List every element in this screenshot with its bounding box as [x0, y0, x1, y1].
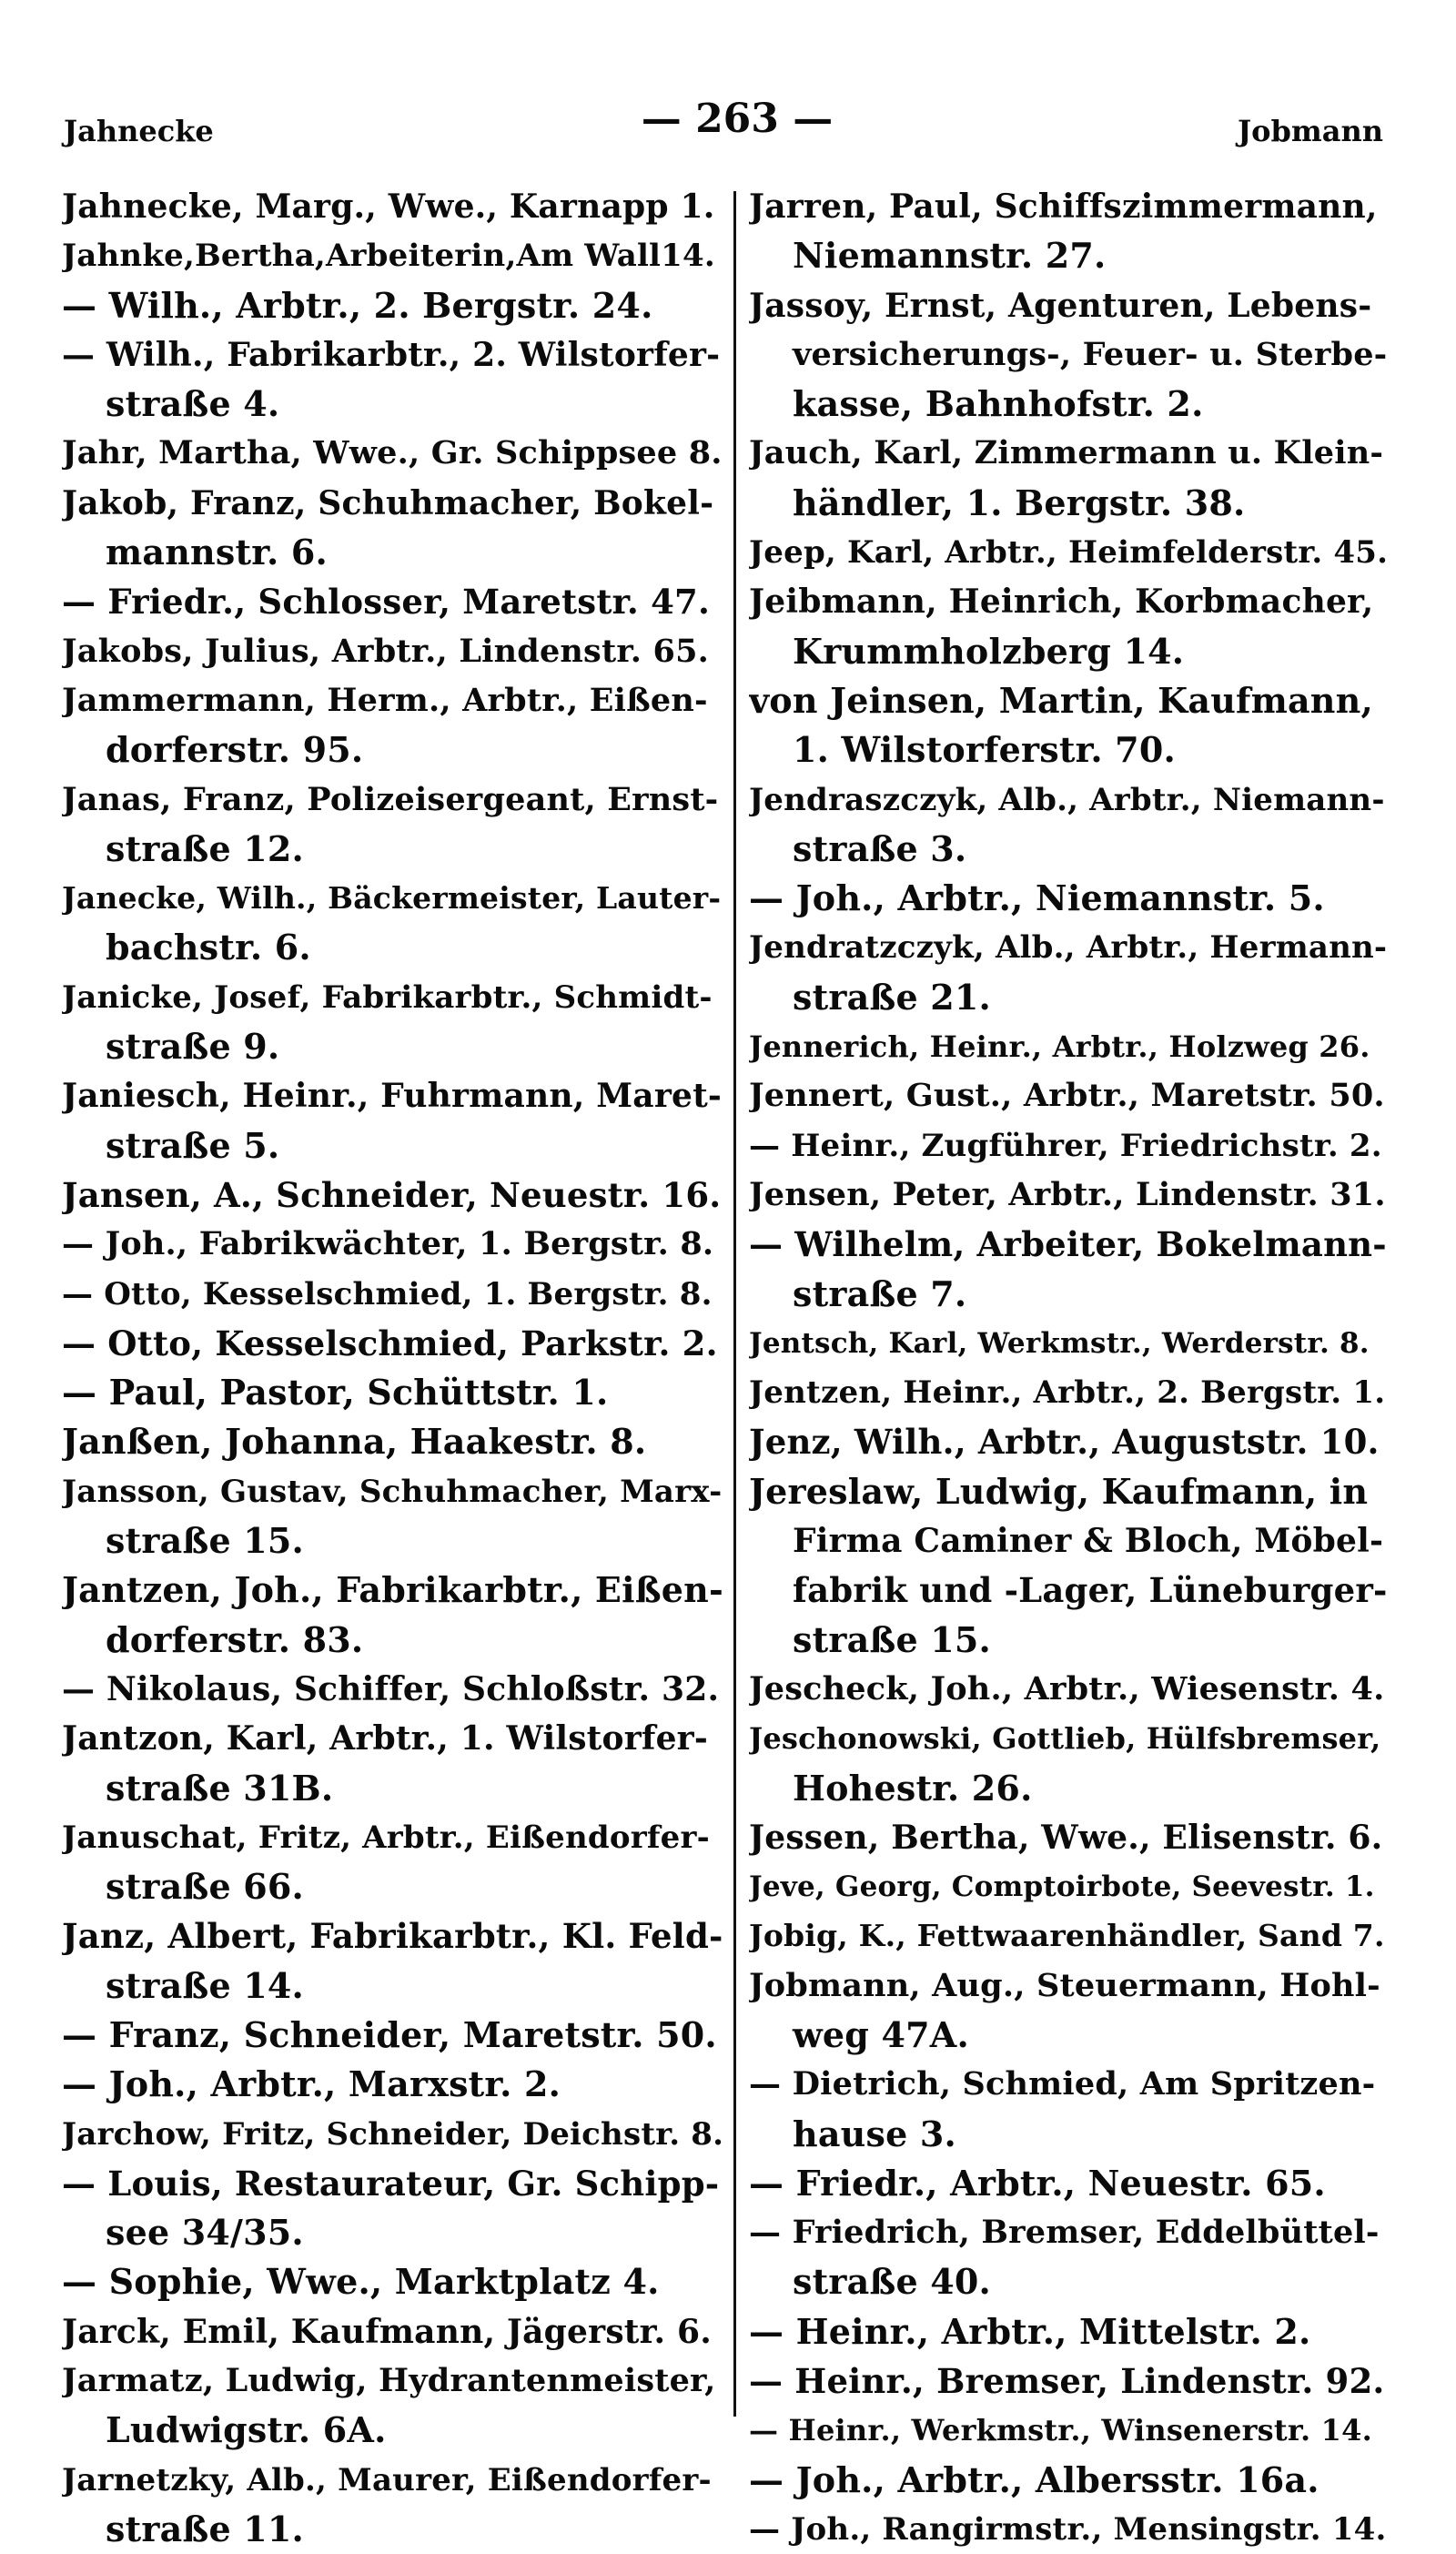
directory-line: Jammermann, Herm., Arbtr., Eißen-: [62, 681, 708, 719]
directory-line: Ludwigstr. 6A.: [106, 2409, 387, 2451]
directory-line: — Wilhelm, Arbeiter, Bokelmann-: [749, 1224, 1387, 1265]
directory-line: — Paul, Pastor, Schüttstr. 1.: [62, 1372, 609, 1414]
directory-line: straße 7.: [793, 1272, 967, 1314]
directory-line: Januschat, Fritz, Arbtr., Eißendorfer-: [62, 1819, 710, 1856]
directory-line: — Heinr., Werkmstr., Winsenerstr. 14.: [749, 2413, 1372, 2448]
directory-line: händler, 1. Bergstr. 38.: [793, 481, 1246, 523]
directory-line: straße 31B.: [106, 1767, 334, 1809]
directory-line: straße 40.: [793, 2261, 991, 2303]
directory-line: Jassoy, Ernst, Agenturen, Lebens-: [749, 286, 1372, 325]
directory-line: fabrik und -Lager, Lüneburger-: [793, 1570, 1388, 1611]
directory-line: — Franz, Schneider, Maretstr. 50.: [62, 2013, 717, 2055]
directory-line: Jendratzczyk, Alb., Arbtr., Hermann-: [749, 929, 1388, 967]
directory-line: Hohestr. 26.: [793, 1767, 1033, 1809]
directory-line: Jennerich, Heinr., Arbtr., Holzweg 26.: [749, 1029, 1370, 1065]
directory-line: — Otto, Kesselschmied, Parkstr. 2.: [62, 1323, 718, 1363]
directory-line: weg 47A.: [793, 2013, 969, 2055]
directory-line: Krummholzberg 14.: [793, 630, 1185, 672]
directory-line: Jentzen, Heinr., Arbtr., 2. Bergstr. 1.: [749, 1374, 1386, 1412]
directory-line: Jeibmann, Heinrich, Korbmacher,: [749, 583, 1374, 622]
directory-line: Jarren, Paul, Schiffszimmermann,: [749, 187, 1378, 226]
directory-line: — Wilh., Arbtr., 2. Bergstr. 24.: [62, 284, 653, 326]
directory-line: Jansen, A., Schneider, Neuestr. 16.: [62, 1174, 722, 1215]
directory-line: mannstr. 6.: [106, 532, 328, 573]
directory-line: Janiesch, Heinr., Fuhrmann, Maret-: [62, 1077, 723, 1116]
header-right-keyword: Jobmann: [1238, 114, 1383, 148]
directory-line: straße 3.: [793, 827, 967, 869]
directory-line: Jahnecke, Marg., Wwe., Karnapp 1.: [62, 187, 715, 226]
directory-line: Jeve, Georg, Comptoirbote, Seevestr. 1.: [749, 1870, 1375, 1904]
directory-line: von Jeinsen, Martin, Kaufmann,: [749, 679, 1373, 721]
directory-line: — Joh., Arbtr., Marxstr. 2.: [62, 2063, 561, 2105]
directory-line: dorferstr. 83.: [106, 1618, 364, 1660]
directory-line: Jeschonowski, Gottlieb, Hülfsbremser,: [749, 1721, 1381, 1757]
directory-line: Jennert, Gust., Arbtr., Maretstr. 50.: [749, 1077, 1385, 1115]
directory-line: bachstr. 6.: [106, 927, 311, 968]
directory-line: — Heinr., Arbtr., Mittelstr. 2.: [749, 2310, 1311, 2352]
directory-line: Janßen, Johanna, Haakestr. 8.: [62, 1421, 647, 1463]
directory-line: Jarmatz, Ludwig, Hydrantenmeister,: [62, 2362, 716, 2400]
directory-line: Jeep, Karl, Arbtr., Heimfelderstr. 45.: [749, 534, 1388, 572]
column-divider: [733, 191, 736, 2417]
directory-line: Jenz, Wilh., Arbtr., Auguststr. 10.: [749, 1422, 1380, 1463]
directory-line: — Sophie, Wwe., Marktplatz 4.: [62, 2261, 660, 2303]
directory-line: straße 5.: [106, 1124, 280, 1166]
directory-line: Firma Caminer & Bloch, Möbel-: [793, 1522, 1384, 1561]
directory-line: — Heinr., Bremser, Lindenstr. 92.: [749, 2361, 1385, 2402]
directory-line: Jantzen, Joh., Fabrikarbtr., Eißen-: [62, 1569, 723, 1611]
directory-line: straße 9.: [106, 1026, 280, 1068]
directory-line: Jakob, Franz, Schuhmacher, Bokel-: [62, 483, 714, 522]
directory-line: Niemannstr. 27.: [793, 235, 1107, 277]
directory-line: Jentsch, Karl, Werkmstr., Werderstr. 8.: [749, 1326, 1370, 1360]
directory-line: — Joh., Arbtr., Albersstr. 16a.: [749, 2458, 1320, 2500]
directory-line: Jahnke,Bertha,Arbeiterin,Am Wall14.: [62, 238, 715, 275]
directory-line: Janecke, Wilh., Bäckermeister, Lauter-: [62, 880, 722, 917]
directory-line: Janicke, Josef, Fabrikarbtr., Schmidt-: [62, 978, 713, 1016]
directory-line: straße 4.: [106, 383, 280, 425]
directory-line: — Dietrich, Schmied, Am Spritzen-: [749, 2065, 1376, 2103]
directory-line: — Heinr., Zugführer, Friedrichstr. 2.: [749, 1127, 1382, 1164]
directory-line: straße 15.: [793, 1618, 991, 1660]
directory-line: straße 12.: [106, 827, 304, 869]
directory-line: kasse, Bahnhofstr. 2.: [793, 383, 1204, 425]
directory-line: — Joh., Arbtr., Niemannstr. 5.: [749, 877, 1325, 919]
directory-line: Janas, Franz, Polizeisergeant, Ernst-: [62, 780, 719, 818]
directory-line: 1. Wilstorferstr. 70.: [793, 729, 1176, 771]
directory-line: straße 11.: [106, 2508, 304, 2549]
directory-line: — Friedr., Schlosser, Maretstr. 47.: [62, 582, 711, 623]
directory-line: — Wilh., Fabrikarbtr., 2. Wilstorfer-: [62, 335, 721, 374]
directory-line: Jakobs, Julius, Arbtr., Lindenstr. 65.: [62, 632, 710, 670]
directory-line: Jarchow, Fritz, Schneider, Deichstr. 8.: [62, 2115, 724, 2153]
directory-line: — Friedr., Arbtr., Neuestr. 65.: [749, 2162, 1326, 2204]
directory-line: versicherungs-, Feuer- u. Sterbe-: [793, 335, 1388, 373]
directory-line: — Nikolaus, Schiffer, Schloßstr. 32.: [62, 1669, 720, 1708]
directory-line: Jauch, Karl, Zimmermann u. Klein-: [749, 434, 1384, 472]
directory-line: — Friedrich, Bremser, Eddelbüttel-: [749, 2214, 1380, 2252]
directory-line: see 34/35.: [106, 2212, 304, 2254]
page-number: — 263 —: [641, 96, 834, 142]
header-left-keyword: Jahnecke: [64, 114, 214, 148]
right-column: [749, 182, 1388, 2554]
directory-line: — Otto, Kesselschmied, 1. Bergstr. 8.: [62, 1275, 713, 1312]
directory-line: Jarnetzky, Alb., Maurer, Eißendorfer-: [62, 2461, 712, 2498]
directory-line: straße 21.: [793, 976, 991, 1018]
directory-line: Jansson, Gustav, Schuhmacher, Marx-: [62, 1473, 723, 1510]
directory-line: Jescheck, Joh., Arbtr., Wiesenstr. 4.: [749, 1669, 1385, 1708]
directory-line: Janz, Albert, Fabrikarbtr., Kl. Feld-: [62, 1916, 723, 1957]
directory-line: Jendraszczyk, Alb., Arbtr., Niemann-: [749, 781, 1385, 818]
directory-line: hause 3.: [793, 2113, 956, 2154]
directory-line: — Louis, Restaurateur, Gr. Schipp-: [62, 2163, 720, 2204]
directory-line: dorferstr. 95.: [106, 729, 364, 771]
directory-line: — Joh., Rangirmstr., Mensingstr. 14.: [749, 2510, 1387, 2548]
directory-line: Jessen, Bertha, Wwe., Elisenstr. 6.: [749, 1818, 1383, 1857]
directory-line: Jensen, Peter, Arbtr., Lindenstr. 31.: [749, 1175, 1386, 1213]
directory-line: Jobmann, Aug., Steuermann, Hohl-: [749, 1966, 1380, 2004]
directory-line: Jantzon, Karl, Arbtr., 1. Wilstorfer-: [62, 1719, 708, 1758]
directory-line: Jarck, Emil, Kaufmann, Jägerstr. 6.: [62, 2312, 712, 2351]
directory-line: Jahr, Martha, Wwe., Gr. Schippsee 8.: [62, 434, 723, 472]
directory-line: straße 14.: [106, 1964, 304, 2006]
directory-line: Jereslaw, Ludwig, Kaufmann, in: [749, 1470, 1369, 1512]
page-header: [64, 96, 1383, 150]
directory-line: Jobig, K., Fettwaarenhändler, Sand 7.: [749, 1918, 1385, 1954]
directory-line: straße 15.: [106, 1520, 304, 1562]
left-column: [62, 182, 724, 2554]
directory-line: straße 66.: [106, 1866, 304, 1908]
directory-line: — Joh., Fabrikwächter, 1. Bergstr. 8.: [62, 1225, 714, 1263]
